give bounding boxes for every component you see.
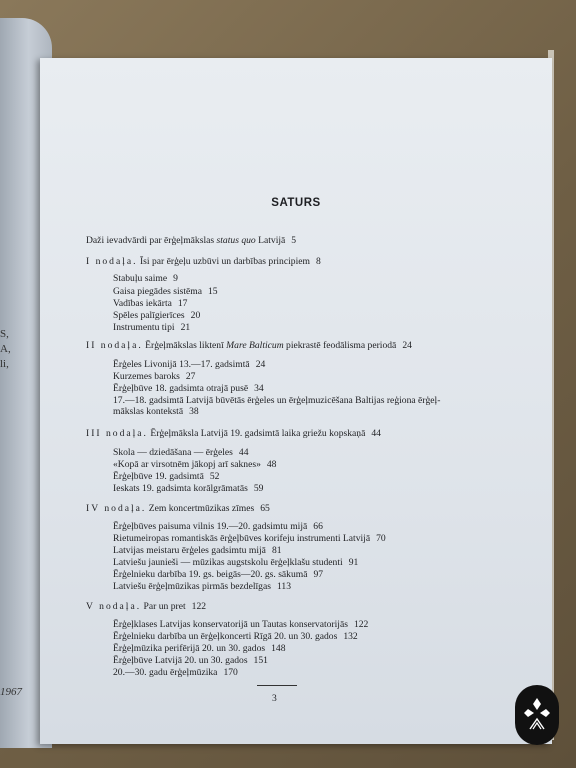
page-title: SATURS (271, 197, 321, 209)
left-page-fragment: 1967 (0, 686, 22, 698)
toc-subentry: Latviešu jaunieši — mūzikas augstskolu ērģeļklašu studenti 91 (113, 557, 359, 568)
toc-subentry: 20.—30. gadu ērģeļmūzika 170 (113, 667, 238, 678)
page-number: 3 (272, 693, 277, 704)
page-number-rule (257, 685, 297, 686)
toc-subentry: Ērģeļklases Latvijas konservatorijā un Tautas konservatorijās 122 (113, 619, 369, 630)
book-page (40, 58, 552, 744)
toc-subentry: Gaisa piegādes sistēma 15 (113, 286, 218, 297)
toc-chapter: IV nodaļa. Zem koncertmūzikas zīmes 65 (86, 503, 270, 514)
toc-subentry: Stabuļu saime 9 (113, 273, 178, 284)
toc-subentry: Vadības iekārta 17 (113, 298, 188, 309)
toc-chapter: III nodaļa. Ērģeļmāksla Latvijā 19. gadsimtā laika griežu kopskaņā 44 (86, 428, 381, 439)
toc-subentry: Ērģelnieku darbība un ērģeļkoncerti Rīgā 20. un 30. gados 132 (113, 631, 358, 642)
toc-subentry: Ērģeļbūve 18. gadsimta otrajā pusē 34 (113, 383, 264, 394)
toc-subentry: Ērģeļbūve 19. gadsimtā 52 (113, 471, 220, 482)
toc-subentry: Latviešu ērģeļmūzikas pirmās bezdelīgas 113 (113, 581, 292, 592)
toc-chapter: V nodaļa. Par un pret 122 (86, 601, 207, 612)
left-page-fragment: li, (0, 358, 9, 370)
toc-subentry: Kurzemes baroks 27 (113, 371, 196, 382)
watermark-logo-icon (515, 685, 559, 745)
toc-subentry: 17.—18. gadsimtā Latvijā būvētās ērģeles un ērģeļmuzicēšana Baltijas reģiona ērģeļ- (113, 395, 441, 406)
toc-entry-intro: Daži ievadvārdi par ērģeļmākslas status quo Latvijā 5 (86, 235, 297, 246)
toc-subentry: Rietumeiropas romantiskās ērģeļbūves korifeju instrumenti Latvijā 70 (113, 533, 386, 544)
toc-subentry: Ērģelnieku darbība 19. gs. beigās—20. gs. sākumā 97 (113, 569, 324, 580)
left-page-fragment: S, (0, 328, 9, 340)
toc-subentry: Latvijas meistaru ērģeles gadsimtu mijā 81 (113, 545, 282, 556)
toc-subentry: «Kopā ar virsotnēm jākopj arī saknes» 48 (113, 459, 277, 470)
toc-subentry: Skola — dziedāšana — ērģeles 44 (113, 447, 249, 458)
toc-subentry: Ieskats 19. gadsimta korālgrāmatās 59 (113, 483, 264, 494)
toc-chapter: II nodaļa. Ērģeļmākslas liktenī Mare Balticum piekrastē feodālisma periodā 24 (86, 340, 412, 351)
toc-chapter: I nodaļa. Īsi par ērģeļu uzbūvi un darbības principiem 8 (86, 256, 321, 267)
table-of-contents (40, 58, 552, 744)
toc-subentry: Ērģeles Livonijā 13.—17. gadsimtā 24 (113, 359, 266, 370)
toc-subentry: Ērģeļmūzika perifērijā 20. un 30. gados 148 (113, 643, 286, 654)
toc-subentry-continued: mākslas kontekstā 38 (113, 406, 199, 417)
toc-subentry: Ērģeļbūve Latvijā 20. un 30. gados 151 (113, 655, 268, 666)
left-page-fragment: A, (0, 343, 11, 355)
toc-subentry: Ērģeļbūves paisuma vilnis 19.—20. gadsimtu mijā 66 (113, 521, 323, 532)
toc-subentry: Instrumentu tipi 21 (113, 322, 191, 333)
toc-subentry: Spēles palīgierīces 20 (113, 310, 201, 321)
